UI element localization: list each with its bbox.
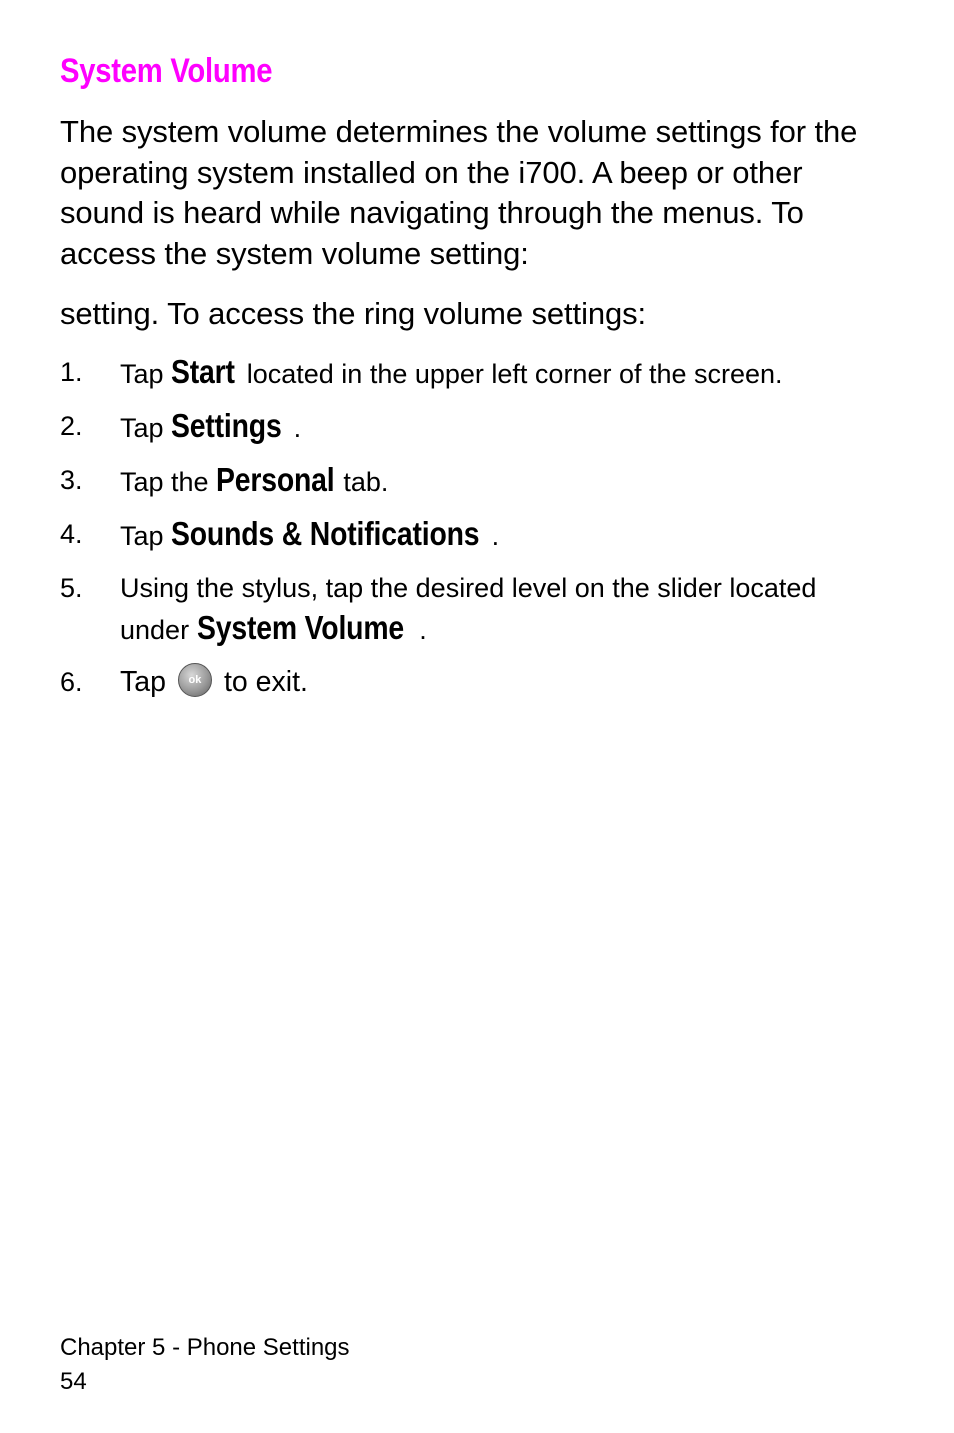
step-text: Tap Sounds & Notifications . (120, 515, 500, 552)
intro-paragraph: The system volume determines the volume settings for the operating system installed on the i700. A beep or other sound is heard while navigating through the menus. To access the system volume setting: (60, 114, 858, 271)
step-text: Tap Settings . (120, 407, 302, 444)
ui-term-sounds-notifications: Sounds & Notifications (171, 515, 480, 552)
step-number: 1. (60, 357, 83, 387)
step-text: Using the stylus, tap the desired level on the slider located under System Volume . (120, 573, 817, 646)
step-number: 4. (60, 519, 83, 549)
step-text: Tap ok to exit. (120, 662, 880, 702)
ui-term-settings: Settings (171, 407, 282, 444)
intro-fragment: setting. To access the ring volume settings: (60, 296, 647, 331)
step-text: Tap the Personal tab. (120, 461, 389, 498)
footer-chapter: Chapter 5 - Phone Settings (60, 1334, 350, 1361)
step-number: 2. (60, 411, 83, 441)
page-number: 54 (60, 1368, 87, 1395)
step-number: 3. (60, 465, 83, 495)
step-number: 5. (60, 573, 83, 603)
ui-term-system-volume: System Volume (196, 609, 404, 646)
ui-term-personal: Personal (216, 461, 335, 498)
step-number: 6. (60, 667, 83, 697)
ui-term-start: Start (171, 353, 235, 390)
ok-icon: ok (178, 663, 212, 697)
section-heading: System Volume (60, 52, 273, 90)
step-text: Tap Start located in the upper left corner of the screen. (120, 353, 783, 390)
